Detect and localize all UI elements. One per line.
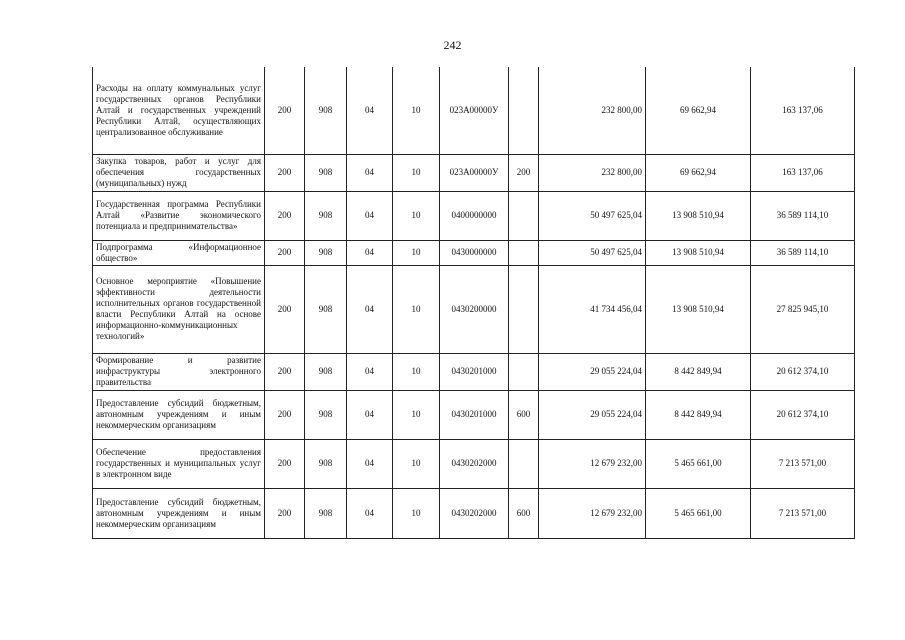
cell-amount-executed: 13 908 510,94 bbox=[646, 265, 751, 353]
cell-code-2: 908 bbox=[305, 488, 347, 538]
cell-subsection: 10 bbox=[393, 240, 440, 265]
table-row bbox=[93, 353, 855, 390]
cell-amount-plan: 50 497 625,04 bbox=[539, 240, 646, 265]
cell-code-2: 908 bbox=[305, 154, 347, 191]
row-description: Закупка товаров, работ и услуг для обеспечения государственных (муниципальных) нужд bbox=[93, 154, 265, 191]
cell-target-code: 023A00000У bbox=[440, 154, 509, 191]
cell-amount-executed: 8 442 849,94 bbox=[646, 353, 751, 390]
cell-amount-executed: 5 465 661,00 bbox=[646, 488, 751, 538]
cell-code-2: 908 bbox=[305, 353, 347, 390]
cell-target-code: 0430202000 bbox=[440, 439, 509, 488]
cell-amount-remaining: 36 589 114,10 bbox=[751, 191, 855, 240]
cell-section: 04 bbox=[347, 240, 393, 265]
row-description: Обеспечение предоставления государственных и муниципальных услуг в электронном виде bbox=[93, 439, 265, 488]
budget-table bbox=[92, 67, 855, 539]
cell-amount-remaining: 163 137,06 bbox=[751, 154, 855, 191]
table-row bbox=[93, 488, 855, 538]
cell-amount-remaining: 20 612 374,10 bbox=[751, 390, 855, 439]
table-row bbox=[93, 240, 855, 265]
cell-amount-remaining: 27 825 945,10 bbox=[751, 265, 855, 353]
table-row bbox=[93, 67, 855, 154]
cell-code-1: 200 bbox=[265, 265, 305, 353]
cell-code-2: 908 bbox=[305, 390, 347, 439]
cell-amount-executed: 13 908 510,94 bbox=[646, 240, 751, 265]
table-row bbox=[93, 191, 855, 240]
cell-section: 04 bbox=[347, 353, 393, 390]
cell-target-code: 023A00000У bbox=[440, 67, 509, 154]
row-description: Государственная программа Республики Алтай «Развитие экономического потенциала и предпринимательства» bbox=[93, 191, 265, 240]
row-description: Расходы на оплату коммунальных услуг государственных органов Республики Алтай и государственных учреждений Республики Алтай, осуществляющих централизованное обслуживание bbox=[93, 67, 265, 154]
cell-section: 04 bbox=[347, 390, 393, 439]
row-description: Основное мероприятие «Повышение эффективности деятельности исполнительных органов государственной власти Республики Алтай на основе информационно-коммуникационных технологий» bbox=[93, 265, 265, 353]
cell-amount-remaining: 163 137,06 bbox=[751, 67, 855, 154]
cell-target-code: 0430000000 bbox=[440, 240, 509, 265]
cell-code-1: 200 bbox=[265, 67, 305, 154]
cell-amount-plan: 29 055 224,04 bbox=[539, 390, 646, 439]
cell-section: 04 bbox=[347, 265, 393, 353]
cell-amount-remaining: 7 213 571,00 bbox=[751, 488, 855, 538]
cell-code-1: 200 bbox=[265, 488, 305, 538]
cell-expense-type bbox=[509, 353, 539, 390]
cell-section: 04 bbox=[347, 154, 393, 191]
cell-amount-executed: 69 662,94 bbox=[646, 67, 751, 154]
cell-code-2: 908 bbox=[305, 240, 347, 265]
cell-code-2: 908 bbox=[305, 191, 347, 240]
cell-code-1: 200 bbox=[265, 154, 305, 191]
cell-code-2: 908 bbox=[305, 439, 347, 488]
cell-target-code: 0430200000 bbox=[440, 265, 509, 353]
cell-subsection: 10 bbox=[393, 154, 440, 191]
cell-amount-executed: 8 442 849,94 bbox=[646, 390, 751, 439]
cell-target-code: 0430201000 bbox=[440, 390, 509, 439]
cell-amount-plan: 12 679 232,00 bbox=[539, 488, 646, 538]
table-row bbox=[93, 390, 855, 439]
cell-expense-type bbox=[509, 67, 539, 154]
cell-amount-plan: 232 800,00 bbox=[539, 67, 646, 154]
cell-subsection: 10 bbox=[393, 353, 440, 390]
row-description: Формирование и развитие инфраструктуры электронного правительства bbox=[93, 353, 265, 390]
table-row bbox=[93, 439, 855, 488]
cell-amount-plan: 50 497 625,04 bbox=[539, 191, 646, 240]
cell-section: 04 bbox=[347, 67, 393, 154]
table-body bbox=[93, 67, 855, 538]
cell-amount-plan: 29 055 224,04 bbox=[539, 353, 646, 390]
cell-amount-remaining: 36 589 114,10 bbox=[751, 240, 855, 265]
cell-section: 04 bbox=[347, 191, 393, 240]
cell-expense-type bbox=[509, 240, 539, 265]
cell-code-1: 200 bbox=[265, 390, 305, 439]
cell-amount-remaining: 7 213 571,00 bbox=[751, 439, 855, 488]
cell-subsection: 10 bbox=[393, 488, 440, 538]
row-description: Предоставление субсидий бюджетным, автономным учреждениям и иным некоммерческим организациям bbox=[93, 488, 265, 538]
cell-code-1: 200 bbox=[265, 353, 305, 390]
cell-code-1: 200 bbox=[265, 439, 305, 488]
cell-amount-plan: 12 679 232,00 bbox=[539, 439, 646, 488]
cell-code-2: 908 bbox=[305, 67, 347, 154]
cell-expense-type: 200 bbox=[509, 154, 539, 191]
cell-subsection: 10 bbox=[393, 390, 440, 439]
cell-amount-plan: 41 734 456,04 bbox=[539, 265, 646, 353]
cell-expense-type: 600 bbox=[509, 488, 539, 538]
cell-expense-type bbox=[509, 265, 539, 353]
cell-target-code: 0400000000 bbox=[440, 191, 509, 240]
cell-amount-executed: 5 465 661,00 bbox=[646, 439, 751, 488]
cell-subsection: 10 bbox=[393, 439, 440, 488]
cell-expense-type: 600 bbox=[509, 390, 539, 439]
cell-subsection: 10 bbox=[393, 191, 440, 240]
cell-section: 04 bbox=[347, 488, 393, 538]
cell-section: 04 bbox=[347, 439, 393, 488]
cell-subsection: 10 bbox=[393, 265, 440, 353]
table-row bbox=[93, 154, 855, 191]
page-number: 242 bbox=[443, 38, 462, 52]
cell-code-1: 200 bbox=[265, 240, 305, 265]
cell-amount-plan: 232 800,00 bbox=[539, 154, 646, 191]
cell-expense-type bbox=[509, 439, 539, 488]
cell-target-code: 0430202000 bbox=[440, 488, 509, 538]
cell-subsection: 10 bbox=[393, 67, 440, 154]
row-description: Предоставление субсидий бюджетным, автономным учреждениям и иным некоммерческим организациям bbox=[93, 390, 265, 439]
cell-amount-executed: 69 662,94 bbox=[646, 154, 751, 191]
table-row bbox=[93, 265, 855, 353]
cell-code-2: 908 bbox=[305, 265, 347, 353]
cell-amount-executed: 13 908 510,94 bbox=[646, 191, 751, 240]
cell-expense-type bbox=[509, 191, 539, 240]
cell-amount-remaining: 20 612 374,10 bbox=[751, 353, 855, 390]
row-description: Подпрограмма «Информационное общество» bbox=[93, 240, 265, 265]
cell-target-code: 0430201000 bbox=[440, 353, 509, 390]
cell-code-1: 200 bbox=[265, 191, 305, 240]
